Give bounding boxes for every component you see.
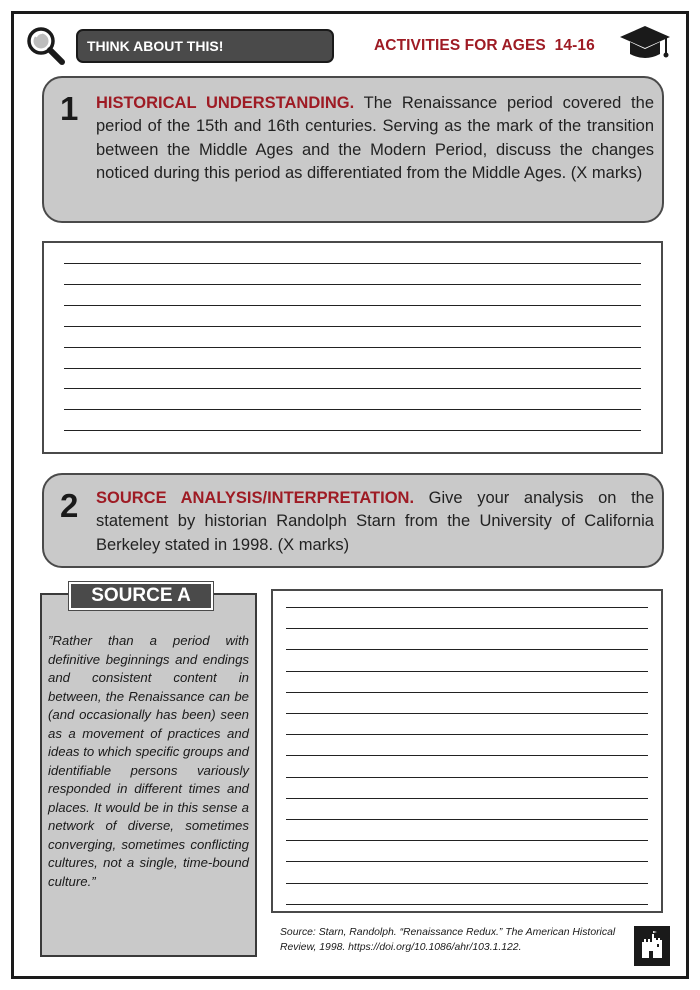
question-2-text-block	[96, 487, 654, 557]
writing-line	[64, 368, 641, 369]
writing-line	[286, 692, 648, 693]
question-2-title: SOURCE ANALYSIS/INTERPRETATION.	[96, 489, 415, 507]
source-a-label: SOURCE A	[69, 582, 213, 610]
writing-line	[286, 671, 648, 672]
writing-line	[64, 284, 641, 285]
answer-area-2[interactable]	[271, 589, 663, 913]
writing-line	[286, 798, 648, 799]
writing-line	[64, 326, 641, 327]
castle-icon	[634, 926, 670, 966]
writing-line	[64, 263, 641, 264]
writing-line	[286, 755, 648, 756]
question-1-box	[42, 76, 664, 223]
graduation-cap-icon	[618, 22, 672, 66]
writing-line	[286, 819, 648, 820]
question-1-text-block	[96, 92, 654, 185]
writing-line	[64, 430, 641, 431]
writing-line	[286, 734, 648, 735]
answer-area-1[interactable]	[42, 241, 663, 454]
magnifier-icon	[24, 24, 66, 66]
writing-line	[286, 607, 648, 608]
writing-line	[286, 777, 648, 778]
writing-line	[286, 628, 648, 629]
activities-ages-label: ACTIVITIES FOR AGES 14-16	[374, 37, 595, 54]
question-1-body: The Renaissance period covered the period of the 15th and 16th centuries. Serving as the mark of the transition between the Middle Ages and the Modern Period, discuss the changes noticed during this period as differentiated from the Middle Ages. (X marks)	[96, 94, 654, 182]
writing-line	[286, 840, 648, 841]
writing-line	[286, 883, 648, 884]
question-2-box	[42, 473, 664, 568]
writing-line	[286, 861, 648, 862]
writing-line	[286, 904, 648, 905]
writing-line	[64, 305, 641, 306]
writing-line	[64, 409, 641, 410]
writing-line	[64, 347, 641, 348]
writing-line	[64, 388, 641, 389]
writing-line	[286, 713, 648, 714]
writing-line	[286, 649, 648, 650]
think-about-this-label	[76, 29, 334, 63]
castle-badge	[634, 926, 670, 966]
question-1-title: HISTORICAL UNDERSTANDING.	[96, 94, 355, 112]
question-1-number: 1	[60, 90, 79, 127]
think-about-this-text: THINK ABOUT THIS!	[87, 38, 224, 54]
source-a-quote: ”Rather than a period with definitive beginnings and endings and consistent content in between, the Renaissance can be (and occasionally has been) seen as a movement of practices and ideas to which specific groups and identifiable persons variously responded in different times and places. It would be in this sense a network of diverse, sometimes converging, sometimes conflicting cultures, not a single, time-bound culture.”	[48, 633, 249, 889]
question-2-body: Give your analysis on the statement by historian Randolph Starn from the University of California Berkeley stated in 1998. (X marks)	[96, 489, 655, 554]
source-citation: Source: Starn, Randolph. “Renaissance Redux.” The American Historical Review, 1998. https://doi.org/10.1086/ahr/103.1.122.	[280, 927, 616, 953]
question-2-number: 2	[60, 487, 79, 524]
